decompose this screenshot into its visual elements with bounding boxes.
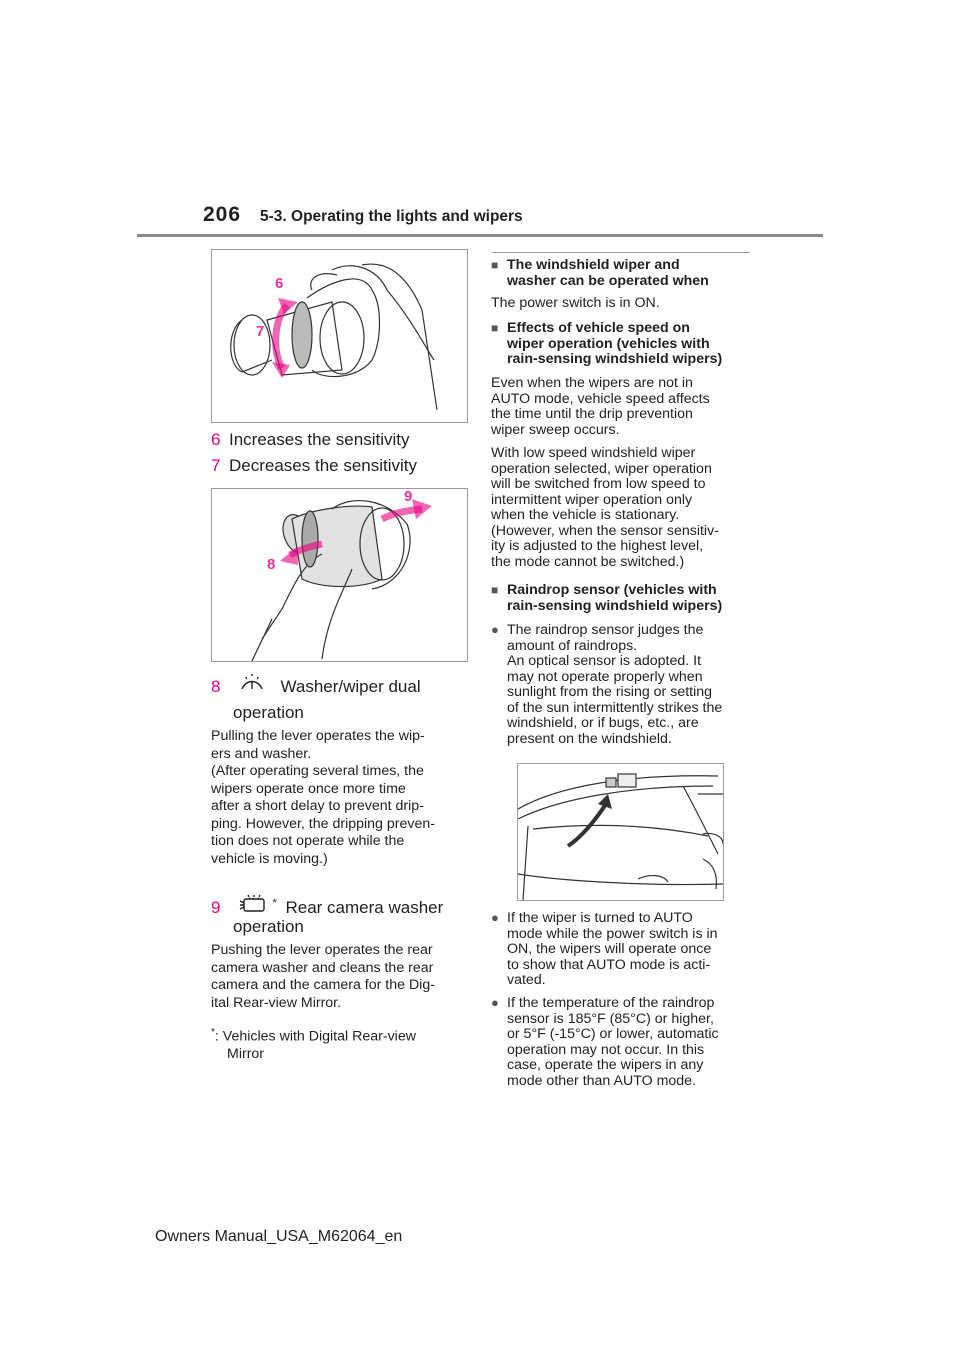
figure-sensitivity-ring [211, 249, 468, 423]
item-9-asterisk: * [272, 897, 277, 909]
item-6-text: Increases the sensitivity [229, 430, 410, 449]
bullet-temperature: ● If the temperature of the raindrop sensor is 185°F (85°C) or higher, or 5°F (-15°C) or lower, automatic operation may not occur. In this case, operate the wipers in any mode other than AUTO mode. [491, 995, 719, 1089]
page-number: 206 [203, 203, 242, 226]
right-column-rule [492, 252, 750, 253]
item-9-number: 9 [211, 897, 221, 917]
para-power-switch: The power switch is in ON. [491, 295, 660, 311]
item-9-body: Pushing the lever operates the rear camera washer and cleans the rear camera and the camera for the Dig- ital Rear-view Mirror. [211, 942, 435, 1011]
heading-wiper-operable: ■ The windshield wiper and washer can be operated when [491, 257, 709, 289]
footnote: *: Vehicles with Digital Rear-view Mirror [211, 1027, 416, 1063]
fig2-label-9: 9 [404, 489, 413, 505]
bullet-raindrop-judges: ● The raindrop sensor judges the amount of raindrops. An optical sensor is adopted. It may not operate properly when sunlight from the rising or setting of the sun intermittently strikes the windshield, or if bugs, etc., are present on the windshield. [491, 622, 723, 747]
item-6-number: 6 [211, 430, 221, 449]
item-7-number: 7 [211, 456, 221, 475]
fig1-label-7: 7 [256, 323, 265, 340]
header-rule [137, 234, 823, 237]
lever-ring-illustration [212, 250, 467, 422]
item-7 [211, 453, 417, 479]
figure-lever-pull-push [211, 488, 468, 662]
washer-wiper-icon [238, 673, 266, 703]
lever-hand-illustration [212, 489, 467, 661]
section-title: 5-3. Operating the lights and wipers [260, 208, 523, 225]
fig1-label-6: 6 [275, 275, 284, 292]
fig2-label-8: 8 [267, 556, 276, 573]
para-speed-affects: Even when the wipers are not in AUTO mode, vehicle speed affects the time until the drip prevention wiper sweep occurs. [491, 375, 710, 438]
item-9-title-line1: Rear camera washer [285, 897, 444, 917]
item-6 [211, 427, 409, 453]
item-8-number: 8 [211, 677, 221, 697]
para-low-speed: With low speed windshield wiper operation selected, wiper operation will be switched from low speed to intermittent wiper operation only when the vehicle is stationary. (However, when the sensor sensitiv- ity is adjusted to the highest level, the mode cannot be switched.) [491, 445, 719, 570]
item-7-text: Decreases the sensitivity [229, 456, 418, 475]
bullet-auto-mode: ● If the wiper is turned to AUTO mode while the power switch is in ON, the wipers will operate once to show that AUTO mode is acti- vated. [491, 910, 718, 988]
item-8-title-line1: Washer/wiper dual [280, 677, 421, 697]
item-8-title [211, 673, 421, 703]
heading-vehicle-speed: ■ Effects of vehicle speed on wiper operation (vehicles with rain-sensing windshield wipers) [491, 320, 723, 367]
footer-manual-id: Owners Manual_USA_M62064_en [155, 1228, 403, 1245]
item-8-body: Pulling the lever operates the wip- ers and washer. (After operating several times, the wipers operate once more time after a short delay to prevent drip- ping. However, the dripping preven- tion does not operate while the vehicle is moving.) [211, 728, 435, 867]
figure-raindrop-sensor [517, 763, 724, 901]
heading-raindrop-sensor: ■ Raindrop sensor (vehicles with rain-sensing windshield wipers) [491, 582, 723, 614]
item-9-title-line2: operation [233, 917, 304, 936]
item-8-title-line2: operation [233, 703, 304, 722]
windshield-sensor-illustration [518, 764, 723, 900]
